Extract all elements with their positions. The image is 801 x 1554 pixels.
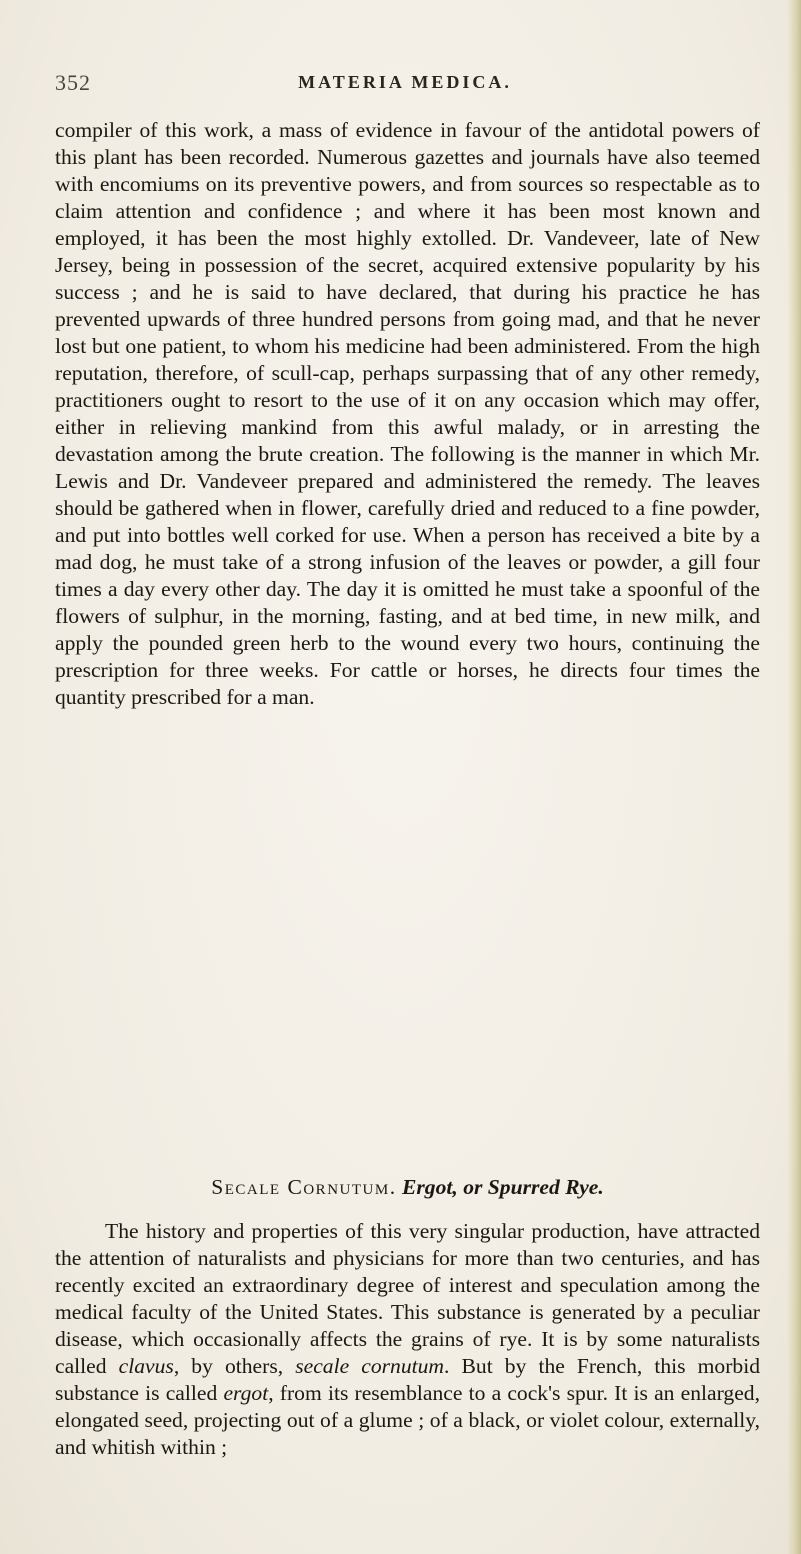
section-heading-common: Ergot, or Spurred Rye.	[402, 1175, 604, 1199]
term-secale-cornutum: secale cornutum	[295, 1354, 445, 1378]
paragraph-1: compiler of this work, a mass of evidence in favour of the antidotal powers of this plant has been recorded. Numerous gazettes and journals have also teemed with encomiums on its preventive powers, and from sources so respectable as to claim attention and confidence ; and where it has been most known and employed, it has been the most highly extolled. Dr. Vandeveer, late of New Jersey, being in possession of the secret, acquired extensive popularity by his success ; and he is said to have declared, that during his practice he has prevented upwards of three hundred persons from going mad, and that he never lost but one patient, to whom his medicine had been administered. From the high reputation, therefore, of scull-cap, perhaps surpassing that of any other remedy, practitioners ought to resort to the use of it on any occasion which may offer, either in relieving mankind from this awful malady, or in arresting the devastation among the brute creation. The following is the manner in which Mr. Lewis and Dr. Vandeveer prepared and administered the remedy. The leaves should be gathered when in flower, carefully dried and reduced to a fine powder, and put into bottles well corked for use. When a person has received a bite by a mad dog, he must take of a strong infusion of the leaves or powder, a gill four times a day every other day. The day it is omitted he must take a spoonful of the flowers of sulphur, in the morning, fasting, and at bed time, in new milk, and apply the pounded green herb to the wound every two hours, continuing the prescription for three weeks. For cattle or horses, he directs four times the quantity prescribed for a man.	[55, 118, 760, 709]
section-heading-latin: Secale Cornutum.	[211, 1175, 397, 1199]
page-number: 352	[55, 70, 91, 95]
paragraph-2	[55, 1218, 760, 1461]
term-clavus: clavus	[118, 1354, 174, 1378]
page-header	[55, 70, 755, 100]
running-head: MATERIA MEDICA.	[298, 72, 512, 92]
term-ergot: ergot	[223, 1381, 269, 1405]
paragraph-2-part-3: . But by the French, this morbid substance is called	[55, 1354, 761, 1405]
section-heading	[55, 1174, 760, 1201]
paragraph-2-part-2: , by others,	[173, 1354, 296, 1378]
page-edge-shadow	[787, 0, 801, 1554]
paragraph-2-part-1: The history and properties of this very singular production, have attracted the attention of naturalists and physicians for more than two centuries, and has recently excited an extraordinary degree of interest and speculation among the medical faculty of the United States. This substance is generated by a peculiar disease, which occasionally affects the grains of rye. It is by some naturalists called	[55, 1219, 760, 1378]
paragraph-2-part-4: , from its resemblance to a cock's spur. It is an enlarged, elongated seed, projecting out of a glume ; of a black, or violet colour, externally, and whitish within ;	[55, 1381, 760, 1459]
